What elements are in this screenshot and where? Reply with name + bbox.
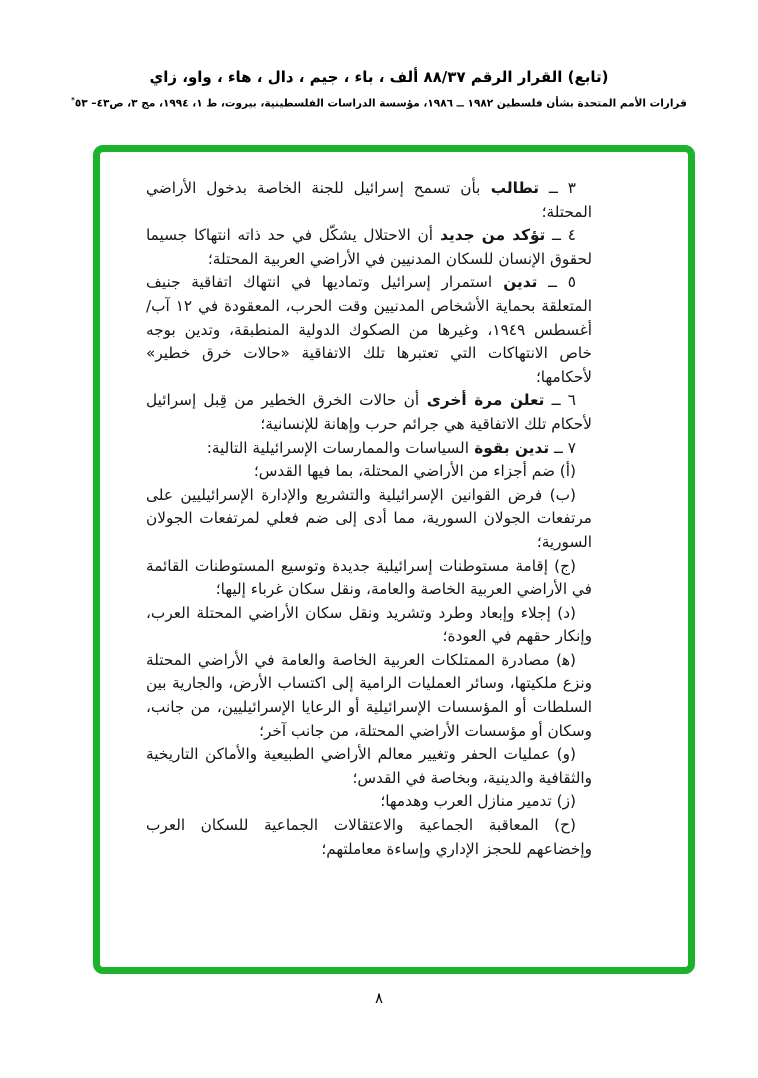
numbered-paragraph	[146, 437, 592, 461]
paragraph-marker: ٤ ــ	[545, 226, 576, 245]
paragraph-marker: (ح)	[538, 816, 576, 835]
paragraph-marker: (و)	[550, 745, 577, 764]
paragraph-text: المعاقبة الجماعية والاعتقالات الجماعية للسكان العرب وإخضاعهم للحجز الإداري وإساءة معاملتهم؛	[146, 816, 592, 858]
paragraph-text: تدمير منازل العرب وهدمها؛	[380, 792, 552, 811]
paragraph-marker: (ﻫ)	[549, 650, 576, 669]
paragraph-lead-verb: تؤكد من جديد	[432, 226, 546, 245]
sub-paragraph	[146, 743, 592, 790]
footnote-mark: *	[71, 96, 75, 104]
citation-text: قرارات الأمم المتحدة بشأن فلسطين ١٩٨٢ ــ ١٩٨٦، مؤسسة الدراسات الفلسطينية، بيروت، ط ١، ١٩٩٤، مج ٣، ص٤٣– ٥٣	[74, 97, 687, 110]
paragraph-marker: ٧ ــ	[549, 438, 576, 457]
paragraph-text: أن الاحتلال يشكّل في حد ذاته انتهاكا جسيما لحقوق الإنسان للسكان المدنيين في الأراضي العربية المحتلة؛	[146, 226, 592, 268]
numbered-paragraph	[146, 177, 592, 224]
sub-paragraph	[146, 814, 592, 861]
sub-paragraph	[146, 649, 592, 743]
paragraph-marker: (ب)	[542, 485, 576, 504]
source-citation	[0, 96, 758, 110]
paragraph-lead-verb: تدين	[492, 273, 538, 292]
paragraph-text: فرض القوانين الإسرائيلية والتشريع والإدارة الإسرائيليين على مرتفعات الجولان السورية، مما أدى إلى ضم فعلي لمرتفعات الجولان السورية؛	[146, 485, 592, 551]
paragraph-lead-verb: تدين بقوة	[468, 438, 550, 457]
paragraph-marker: (د)	[550, 603, 576, 622]
paragraph-marker: (ج)	[547, 556, 576, 575]
page-number: ٨	[374, 989, 384, 1007]
paragraph-text: مصادرة الممتلكات العربية الخاصة والعامة في الأراضي المحتلة ونزع ملكيتها، وسائر العمليات الرامية إلى اكتساب الأرض، والجارية بين السلطات أو المؤسسات الإسرائيلية أو الرعايا الإسرائيليين، من جانب، وسكان أو مؤسسات الأراضي المحتلة، من جانب آخر؛	[146, 650, 592, 740]
paragraph-text: إجلاء وإبعاد وطرد وتشريد ونقل سكان الأراضي المحتلة العرب، وإنكار حقهم في العودة؛	[146, 603, 592, 646]
numbered-paragraph	[146, 224, 592, 271]
paragraph-marker: ٥ ــ	[537, 273, 576, 292]
paragraph-text: بأن تسمح إسرائيل للجنة الخاصة بدخول الأراضي المحتلة؛	[146, 179, 592, 221]
paragraph-text: عمليات الحفر وتغيير معالم الأراضي الطبيعية والأماكن التاريخية والثقافية والدينية، وبخاصة في القدس؛	[146, 745, 592, 787]
paragraph-text: إقامة مستوطنات إسرائيلية جديدة وتوسيع المستوطنات القائمة في الأراضي العربية الخاصة والعامة، ونقل سكان غرباء إليها؛	[146, 556, 592, 599]
paragraph-text: ضم أجزاء من الأراضي المحتلة، بما فيها القدس؛	[253, 462, 555, 481]
sub-paragraph	[146, 484, 592, 555]
numbered-paragraph	[146, 271, 592, 389]
paragraph-lead-verb: تطالب	[480, 179, 540, 197]
paragraph-marker: ٦ ــ	[544, 391, 576, 410]
sub-paragraph	[146, 555, 592, 602]
sub-paragraph	[146, 460, 592, 484]
page-header	[0, 0, 758, 110]
paragraph-text: استمرار إسرائيل وتماديها في انتهاك اتفاقية جنيف المتعلقة بحماية الأشخاص المدنيين وقت الحرب، المعقودة في ١٢ آب/أغسطس ١٩٤٩، وغيرها من الصكوك الدولية المنطبقة، وتدين بوجه خاص الانتهاكات التي تعتبرها تلك الاتفاقية «حالات خرق خطير» لأحكامها؛	[146, 273, 592, 386]
document-title: (تابع) القرار الرقم ٨٨/٣٧ ألف ، باء ، جيم ، دال ، هاء ، واو، زاي	[149, 68, 609, 86]
paragraph-marker: (أ)	[554, 462, 576, 481]
numbered-paragraph	[146, 389, 592, 436]
paragraph-marker: (ز)	[551, 792, 576, 811]
paragraph-lead-verb: تعلن مرة أخرى	[419, 391, 545, 410]
paragraph-text: أن حالات الخرق الخطير من قِبل إسرائيل لأحكام تلك الاتفاقية هي جرائم حرب وإهانة للإنسانية؛	[146, 391, 592, 433]
paragraph-marker: ٣ ــ	[539, 179, 576, 197]
sub-paragraph	[146, 602, 592, 649]
paragraph-text: السياسات والممارسات الإسرائيلية التالية:	[206, 438, 469, 457]
sub-paragraph	[146, 790, 592, 814]
resolution-body-text	[100, 152, 688, 861]
green-border-frame	[93, 145, 695, 974]
